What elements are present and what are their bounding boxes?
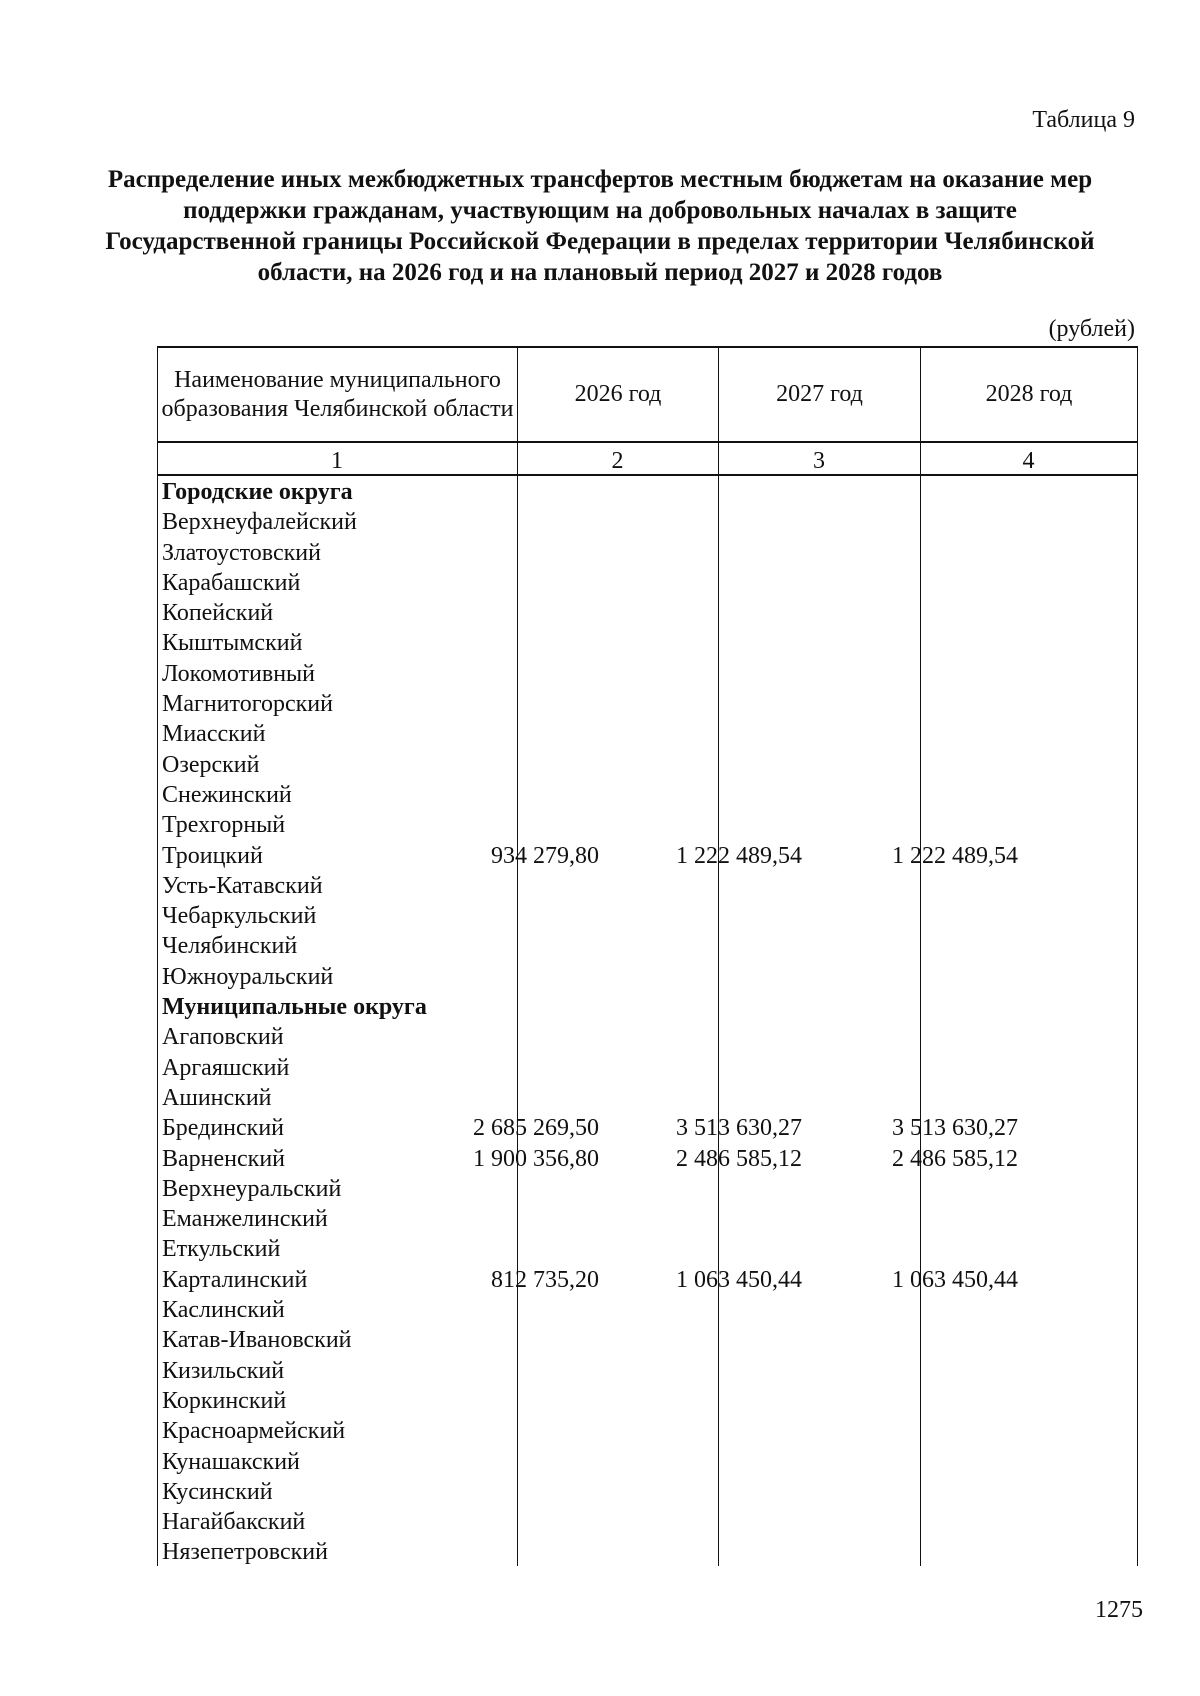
table-row bbox=[160, 1537, 1140, 1567]
municipality-name: Трехгорный bbox=[162, 812, 286, 839]
table-row bbox=[160, 931, 1140, 961]
table-left-border bbox=[157, 346, 158, 1566]
column-number-2: 2 bbox=[611, 448, 624, 474]
table-row bbox=[160, 1477, 1140, 1507]
value-2028: 1 222 489,54 bbox=[892, 842, 1018, 869]
group-heading: Городские округа bbox=[162, 479, 353, 505]
value-2028: 1 063 450,44 bbox=[892, 1266, 1018, 1293]
table-row bbox=[160, 1386, 1140, 1416]
group-heading-row bbox=[160, 992, 1140, 1022]
municipality-name: Троицкий bbox=[162, 842, 263, 869]
group-heading-row bbox=[160, 477, 1140, 507]
municipality-name: Верхнеуральский bbox=[162, 1175, 342, 1202]
header-2028: 2028 год bbox=[985, 381, 1073, 407]
table-row bbox=[160, 598, 1140, 628]
municipality-name: Кыштымский bbox=[162, 630, 303, 657]
table-row bbox=[160, 1507, 1140, 1537]
page-number: 1275 bbox=[1095, 1597, 1143, 1623]
value-2027: 1 063 450,44 bbox=[676, 1266, 802, 1293]
column-number-4: 4 bbox=[1022, 448, 1035, 474]
municipality-name: Южноуральский bbox=[162, 963, 334, 990]
table-row bbox=[160, 507, 1140, 537]
municipality-name: Верхнеуфалейский bbox=[162, 509, 357, 536]
municipality-name: Варненский bbox=[162, 1145, 285, 1172]
column-number-1: 1 bbox=[331, 448, 343, 474]
table-row bbox=[160, 1234, 1140, 1264]
table-row bbox=[160, 1416, 1140, 1446]
value-2028: 3 513 630,27 bbox=[892, 1115, 1018, 1142]
municipality-name: Миасский bbox=[162, 721, 266, 748]
municipality-name: Нязепетровский bbox=[162, 1539, 328, 1566]
table-row bbox=[160, 1356, 1140, 1386]
table-row bbox=[160, 1022, 1140, 1052]
value-2027: 3 513 630,27 bbox=[676, 1115, 802, 1142]
table-row bbox=[160, 1083, 1140, 1113]
municipality-name: Карабашский bbox=[162, 569, 301, 596]
municipality-name: Аргаяшский bbox=[162, 1054, 290, 1081]
municipality-name: Кизильский bbox=[162, 1357, 285, 1384]
municipality-name: Златоустовский bbox=[162, 539, 321, 566]
table-row bbox=[160, 841, 1140, 871]
table-row bbox=[160, 780, 1140, 810]
header-2027: 2027 год bbox=[776, 381, 863, 407]
table-label: Таблица 9 bbox=[1032, 107, 1135, 133]
value-2026: 812 735,20 bbox=[491, 1266, 599, 1293]
group-heading: Муниципальные округа bbox=[162, 994, 427, 1021]
table-row bbox=[160, 1325, 1140, 1355]
value-2028: 2 486 585,12 bbox=[892, 1145, 1018, 1172]
municipality-name: Агаповский bbox=[162, 1024, 284, 1051]
municipality-name: Брединский bbox=[162, 1115, 285, 1142]
table-row bbox=[160, 750, 1140, 780]
table-row bbox=[160, 1174, 1140, 1204]
municipality-name: Копейский bbox=[162, 600, 274, 627]
municipality-name: Карталинский bbox=[162, 1266, 308, 1293]
municipality-name: Ашинский bbox=[162, 1084, 272, 1111]
document-title: Распределение иных межбюджетных трансфертов местным бюджетам на оказание мер поддержки гражданам, участвующим на добровольных началах в защите Государственной границы Российской Федерации в пределах территории Челябинской области, на 2026 год и на плановый период 2027 и 2028 годов bbox=[105, 166, 1095, 286]
value-2026: 2 685 269,50 bbox=[473, 1115, 599, 1142]
table-body bbox=[160, 477, 1140, 1568]
municipality-name: Еткульский bbox=[162, 1236, 281, 1263]
table-row bbox=[160, 1204, 1140, 1234]
municipality-name: Еманжелинский bbox=[162, 1206, 328, 1233]
municipality-name: Озерский bbox=[162, 751, 260, 778]
table-row bbox=[160, 719, 1140, 749]
municipality-name: Чебаркульский bbox=[162, 903, 317, 930]
municipality-name: Красноармейский bbox=[162, 1418, 346, 1445]
table-row bbox=[160, 659, 1140, 689]
municipality-name: Кунашакский bbox=[162, 1448, 300, 1475]
value-2026: 1 900 356,80 bbox=[473, 1145, 599, 1172]
header-2026: 2026 год bbox=[574, 381, 662, 407]
header-bottom-border bbox=[157, 441, 1137, 443]
table-row bbox=[160, 1265, 1140, 1295]
column-number-3: 3 bbox=[813, 448, 825, 474]
table-row bbox=[160, 1295, 1140, 1325]
value-2027: 2 486 585,12 bbox=[676, 1145, 802, 1172]
value-2027: 1 222 489,54 bbox=[676, 842, 802, 869]
table-row bbox=[160, 1053, 1140, 1083]
municipality-name: Челябинский bbox=[162, 933, 298, 960]
municipality-name: Катав-Ивановский bbox=[162, 1327, 352, 1354]
municipality-name: Локомотивный bbox=[162, 660, 316, 687]
table-row bbox=[160, 689, 1140, 719]
table-row bbox=[160, 568, 1140, 598]
table-row bbox=[160, 1113, 1140, 1143]
value-2026: 934 279,80 bbox=[491, 842, 599, 869]
table-row bbox=[160, 901, 1140, 931]
header-municipality: Наименование муниципального образования Челябинской области bbox=[161, 366, 514, 422]
municipality-name: Коркинский bbox=[162, 1387, 287, 1414]
table-row bbox=[160, 538, 1140, 568]
municipality-name: Каслинский bbox=[162, 1297, 285, 1324]
table-row bbox=[160, 810, 1140, 840]
table-row bbox=[160, 1144, 1140, 1174]
municipality-name: Нагайбакский bbox=[162, 1509, 306, 1536]
municipality-name: Кусинский bbox=[162, 1478, 273, 1505]
table-row bbox=[160, 962, 1140, 992]
table-row bbox=[160, 628, 1140, 658]
table-row bbox=[160, 1447, 1140, 1477]
municipality-name: Снежинский bbox=[162, 781, 292, 808]
municipality-name: Магнитогорский bbox=[162, 691, 333, 718]
table-row bbox=[160, 871, 1140, 901]
municipality-name: Усть-Катавский bbox=[162, 872, 323, 899]
units-label: (рублей) bbox=[1048, 316, 1135, 342]
